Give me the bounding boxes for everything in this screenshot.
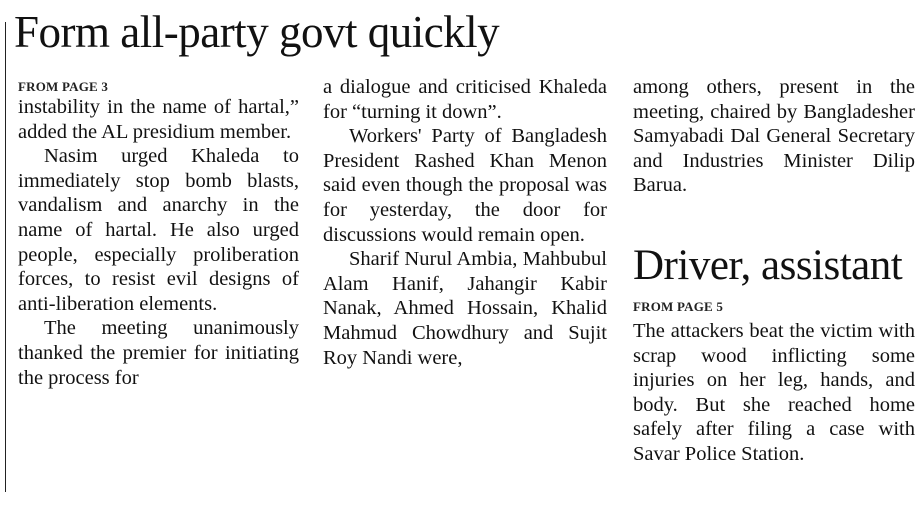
story2-headline: Driver, assistant xyxy=(633,242,903,289)
story1-col3-paragraph-1: among others, present in the meeting, chaired by Bangladesher Samyabadi Dal General Secretary and Industries Minister Dilip Barua. xyxy=(633,76,915,197)
story2 xyxy=(633,244,915,467)
left-column-rule xyxy=(5,22,6,492)
story1-headline: Form all-party govt quickly xyxy=(14,7,500,57)
story1-col2-paragraph-1: a dialogue and criticised Khaleda for “turning it down”. xyxy=(323,76,607,123)
story2-jump-label: FROM PAGE 5 xyxy=(633,299,724,314)
story1-jump-label: FROM PAGE 3 xyxy=(18,79,109,94)
story1-col2-paragraph-2: Workers' Party of Bangladesh President Rashed Khan Menon said even though the proposal was for yesterday, the door for discussions would remain open. xyxy=(323,125,607,246)
story1-col2-paragraph-3: Sharif Nurul Ambia, Mahbubul Alam Hanif, Jahangir Kabir Nanak, Ahmed Hossain, Khalid Mahmud Chowdhury and Sujit Roy Nandi were, xyxy=(323,248,607,369)
story1-column-2 xyxy=(323,75,607,370)
story2-paragraph: The attackers beat the victim with scrap wood inflicting some injuries on her leg, hands, and body. But she reached home safely after filing a case with Savar Police Station. xyxy=(633,320,915,465)
story1-col1-paragraph-3: The meeting unanimously thanked the premier for initiating the process for xyxy=(18,317,299,389)
story2-body xyxy=(633,319,915,467)
story1-col1-paragraph-1: instability in the name of hartal,” added the AL presidium member. xyxy=(18,96,299,143)
story1-col1-paragraph-2: Nasim urged Khaleda to immediately stop bomb blasts, vandalism and anarchy in the name of hartal. He also urged people, especially proliberation forces, to resist evil designs of anti-liberation elements. xyxy=(18,145,299,315)
story1-column-3 xyxy=(633,75,915,198)
story1-column-1 xyxy=(18,79,299,390)
